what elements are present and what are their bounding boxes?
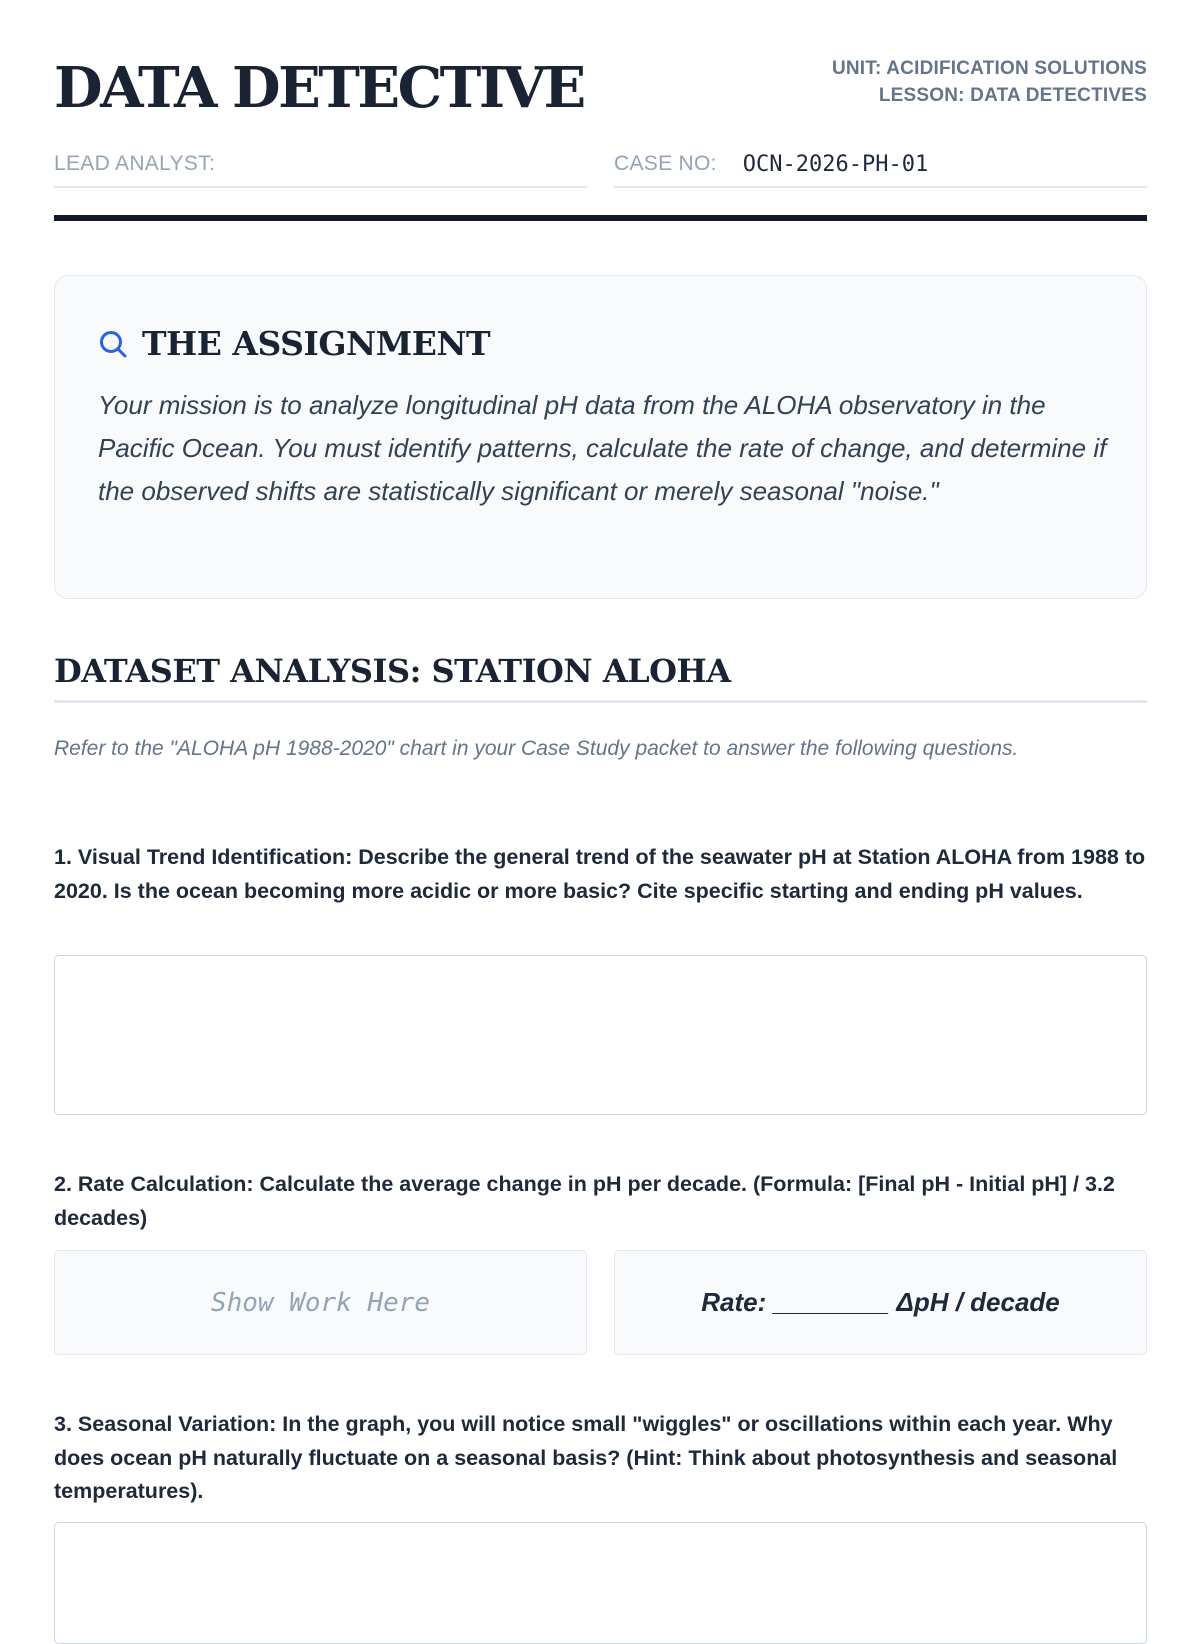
question-3: 3. Seasonal Variation: In the graph, you will notice small "wiggles" or oscillations within each year. Why does ocean pH naturally fluctuate on a seasonal basis? (Hint: Think about photosynthesis and seasonal temperatures). <box>54 1412 1118 1503</box>
assignment-title: THE ASSIGNMENT <box>142 324 491 363</box>
case-no-value: OCN-2026-PH-01 <box>742 151 929 177</box>
unit-label: UNIT: ACIDIFICATION SOLUTIONS <box>831 58 1147 79</box>
search-icon <box>98 329 128 359</box>
lead-analyst-label: LEAD ANALYST: <box>54 152 216 175</box>
show-work-box[interactable] <box>54 1250 587 1355</box>
header-divider <box>54 215 1147 221</box>
answer-box-3[interactable] <box>54 1522 1147 1644</box>
rate-answer-box[interactable] <box>614 1250 1147 1355</box>
assignment-heading <box>98 324 490 363</box>
assignment-box <box>54 275 1147 599</box>
rate-label: Rate: ________ ΔpH / decade <box>701 1287 1060 1317</box>
answer-box-1[interactable] <box>54 955 1147 1115</box>
page-title: DATA DETECTIVE <box>54 55 584 121</box>
unit-lesson-meta <box>832 55 1147 109</box>
show-work-label: Show Work Here <box>210 1287 431 1318</box>
question-2: 2. Rate Calculation: Calculate the average change in pH per decade. (Formula: [Final pH - Initial pH] / 3.2 decades) <box>54 1172 1115 1230</box>
lesson-label: LESSON: DATA DETECTIVES <box>878 85 1147 106</box>
case-no-field[interactable] <box>614 142 1147 188</box>
assignment-body: Your mission is to analyze longitudinal pH data from the ALOHA observatory in the Pacific Ocean. You must identify patterns, calculate the rate of change, and determine if the observed shifts are statistically significant or merely seasonal "noise." <box>98 390 1107 506</box>
question-1: 1. Visual Trend Identification: Describe the general trend of the seawater pH at Station ALOHA from 1988 to 2020. Is the ocean becoming more acidic or more basic? Cite specific starting and ending pH values. <box>54 845 1146 903</box>
section-note: Refer to the "ALOHA pH 1988-2020" chart in your Case Study packet to answer the following questions. <box>54 737 1019 760</box>
lead-analyst-field[interactable] <box>54 142 587 188</box>
case-no-label: CASE NO: <box>614 152 717 175</box>
section-title: DATASET ANALYSIS: STATION ALOHA <box>54 652 1147 703</box>
